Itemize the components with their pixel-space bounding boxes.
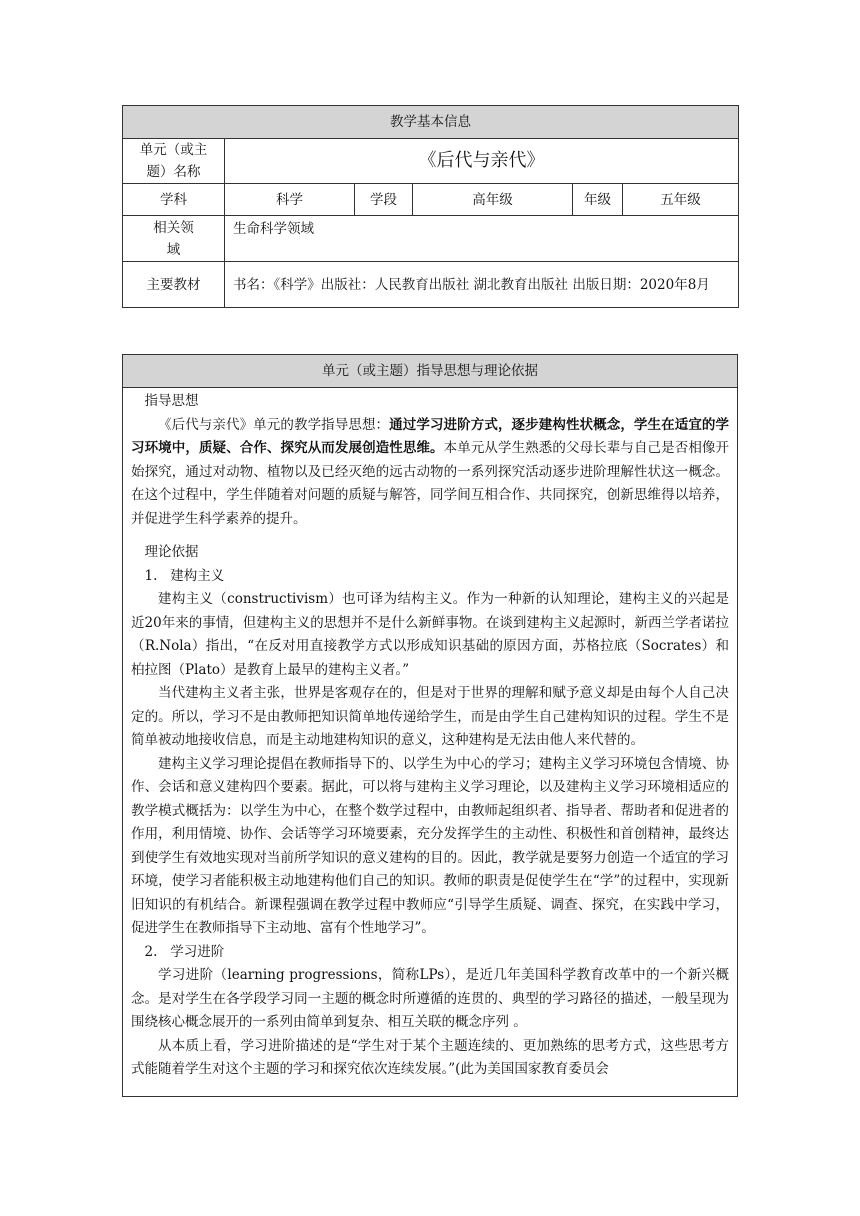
guidance-table xyxy=(122,354,738,1097)
grade-label: 年级 xyxy=(573,184,623,216)
textbook-value: 书名：《科学》出版社：人民教育出版社 湖北教育出版社 出版日期：2020年8月 xyxy=(225,262,739,308)
textbook-label: 主要教材 xyxy=(123,262,225,308)
section2-heading: 2. 学习进阶 xyxy=(144,943,225,960)
guiding-emphasis: 通过学习进阶方式，逐步建构性状概念，学生在适宜的学习环境中，质疑、合作、探究从而发展创造性思维。 xyxy=(131,416,730,456)
guidance-header: 单元（或主题）指导思想与理论依据 xyxy=(123,355,738,388)
guiding-detail: 本单元从学生熟悉的父母长辈与自己是否相像开始探究，通过对动物、植物以及已经灭绝的远古动物的一系列探究活动逐步进阶理解性状这一概念。在这个过程中，学生伴随着对问题的质疑与解答，同学间互相合作、共同探究，创新思维得以培养，并促进学生科学素养的提升。 xyxy=(131,440,730,527)
section2-paragraph-2: 从本质上看，学习进阶描述的是“学生对于某个主题连续的、更加熟练的思考方式，这些思考方式能随着学生对这个主题的学习和探究依次连续发展。”(此为美国国家教育委员会 xyxy=(131,1037,729,1077)
stage-value: 高年级 xyxy=(413,184,573,216)
unit-name-value: 《后代与亲代》 xyxy=(225,139,739,184)
section1-paragraph-3: 建构主义学习理论提倡在教师指导下的、以学生为中心的学习；建构主义学习环境包含情境、协作、会话和意义建构四个要素。据此，可以将与建构主义学习理论，以及建构主义学习环境相适应的教学模式概括为：以学生为中心，在整个数学过程中，由教师起组织者、指导者、帮助者和促进者的作用，利用情境、协作、会话等学习环境要素，充分发挥学生的主动性、积极性和首创精神，最终达到使学生有效地实现对当前所学知识的意义建构的目的。因此，教学就是要努力创造一个适宜的学习环境，使学习者能积极主动地建构他们自己的知识。教师的职责是促使学生在“学”的过程中，实现新旧知识的有机结合。新课程强调在教学过程中教师应“引导学生质疑、调查、探究，在实践中学习，促进学生在教师指导下主动地、富有个性地学习”。 xyxy=(131,755,729,936)
theory-heading: 理论依据 xyxy=(144,544,199,560)
guiding-paragraph xyxy=(131,414,729,532)
guidance-body xyxy=(123,388,738,1097)
section2-paragraph-1: 学习进阶（learning progressions，简称LPs），是近几年美国科学教育改革中的一个新兴概念。是对学生在各学段学习同一主题的概念时所遵循的连贯的、典型的学习路径的描述，一般呈现为围绕核心概念展开的一系列由简单到复杂、相互关联的概念序列 。 xyxy=(131,967,729,1030)
guiding-heading: 指导思想 xyxy=(144,393,199,409)
grade-value: 五年级 xyxy=(623,184,739,216)
basic-info-header: 教学基本信息 xyxy=(123,106,739,139)
section1-heading: 1. 建构主义 xyxy=(144,567,225,584)
unit-name-label: 单元（或主题）名称 xyxy=(123,139,225,184)
guiding-intro: 《后代与亲代》单元的教学指导思想： xyxy=(158,416,390,433)
subject-label: 学科 xyxy=(123,184,225,216)
section1-paragraph-1: 建构主义（constructivism）也可译为结构主义。作为一种新的认知理论，建构主义的兴起是近20年来的事情，但建构主义的思想并不是什么新鲜事物。在谈到建构主义起源时，新西兰学者诺拉（R.Nola）指出，“在反对用直接教学方式以形成知识基础的原因方面，苏格拉底（Socrates）和柏拉图（Plato）是教育上最早的建构主义者。” xyxy=(131,591,729,678)
stage-label: 学段 xyxy=(355,184,413,216)
field-value: 生命科学领域 xyxy=(225,216,739,262)
section1-paragraph-2: 当代建构主义者主张，世界是客观存在的，但是对于世界的理解和赋予意义却是由每个人自己决定的。所以，学习不是由教师把知识简单地传递给学生，而是由学生自己建构知识的过程。学生不是简单被动地接收信息，而是主动地建构知识的意义，这种建构是无法由他人来代替的。 xyxy=(131,685,729,748)
subject-value: 科学 xyxy=(225,184,355,216)
basic-info-table xyxy=(122,105,739,308)
field-label: 相关领域 xyxy=(123,216,225,262)
